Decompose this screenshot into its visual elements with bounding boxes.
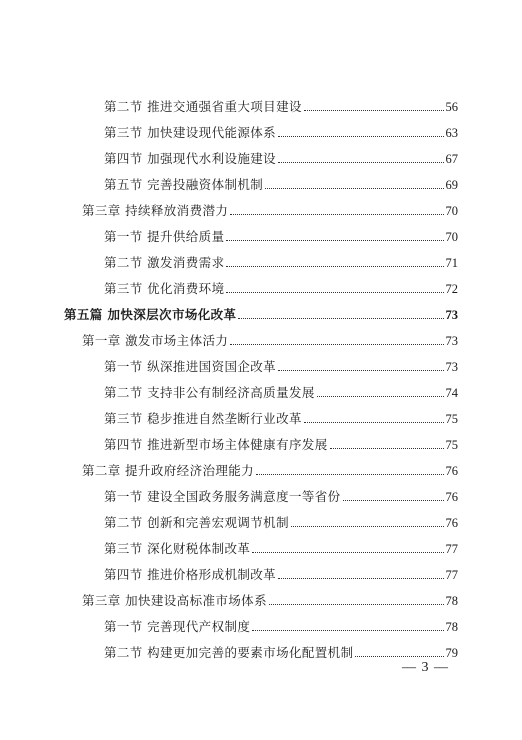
toc-entry-page: 74 — [445, 386, 458, 400]
toc-entry — [0, 198, 458, 218]
toc-entry-page: 78 — [445, 620, 458, 634]
toc-entry-page: 67 — [445, 152, 458, 166]
toc-dot-leader — [252, 552, 443, 553]
toc-entry-page: 79 — [445, 646, 458, 660]
toc-entry-title: 第二节 激发消费需求 — [104, 255, 225, 270]
page-number: — 3 — — [402, 660, 449, 675]
toc-entry — [0, 172, 458, 192]
toc-entry — [0, 588, 458, 608]
toc-entry-page: 75 — [445, 412, 458, 426]
toc-entry-title: 第三章 持续释放消费潜力 — [82, 203, 229, 218]
toc-entry — [0, 640, 458, 660]
toc-entry-title: 第一章 激发市场主体活力 — [82, 333, 229, 348]
toc-dot-leader — [278, 162, 443, 163]
toc-entry-page: 71 — [445, 256, 458, 270]
toc-entry-title: 第一节 提升供给质量 — [104, 229, 225, 244]
toc-entry-title: 第一节 纵深推进国资国企改革 — [104, 359, 277, 374]
toc-entry-title: 第五节 完善投融资体制机制 — [104, 177, 264, 192]
toc-entry-title: 第三节 深化财税体制改革 — [104, 541, 251, 556]
toc-entry — [0, 250, 458, 270]
toc-entry — [0, 536, 458, 556]
toc-entry-title: 第二节 构建更加完善的要素市场化配置机制 — [104, 645, 354, 660]
toc-entry-part — [0, 302, 458, 322]
toc-dot-leader — [317, 396, 444, 397]
toc-dot-leader — [278, 578, 443, 579]
toc-entry-page: 78 — [445, 594, 458, 608]
toc-dot-leader — [269, 604, 444, 605]
toc-entry-page: 56 — [445, 100, 458, 114]
toc-dot-leader — [226, 292, 443, 293]
toc-entry — [0, 146, 458, 166]
toc-dot-leader — [304, 110, 444, 111]
toc-entry-page: 70 — [445, 204, 458, 218]
toc-dot-leader — [226, 240, 443, 241]
toc-entry — [0, 458, 458, 478]
toc-entry-title: 第三章 加快建设高标准市场体系 — [82, 593, 267, 608]
toc-entry-page: 73 — [445, 308, 458, 322]
toc-entry-title: 第一节 建设全国政务服务满意度一等省份 — [104, 489, 341, 504]
toc-dot-leader — [304, 422, 444, 423]
toc-entry — [0, 380, 458, 400]
toc-dot-leader — [252, 630, 443, 631]
toc-entry — [0, 432, 458, 452]
toc-entry — [0, 406, 458, 426]
toc-dot-leader — [226, 266, 443, 267]
toc-entry-title: 第四节 推进新型市场主体健康有序发展 — [104, 437, 328, 452]
toc-entry — [0, 614, 458, 634]
toc-entry — [0, 224, 458, 244]
toc-dot-leader — [343, 500, 444, 501]
toc-entry-title: 第四节 推进价格形成机制改革 — [104, 567, 277, 582]
toc-entry-page: 75 — [445, 438, 458, 452]
toc-dot-leader — [291, 526, 444, 527]
toc-entry-title: 第三节 稳步推进自然垄断行业改革 — [104, 411, 302, 426]
toc-dot-leader — [355, 656, 443, 657]
toc-entry-page: 76 — [445, 490, 458, 504]
toc-entry-page: 77 — [445, 542, 458, 556]
toc-entry — [0, 562, 458, 582]
toc-entry-page: 73 — [445, 334, 458, 348]
toc-entry-title: 第二节 支持非公有制经济高质量发展 — [104, 385, 315, 400]
toc-entry-page: 77 — [445, 568, 458, 582]
toc-entry — [0, 120, 458, 140]
toc-entry — [0, 484, 458, 504]
toc-entry — [0, 510, 458, 530]
toc-entry-page: 76 — [445, 516, 458, 530]
toc-entry-page: 72 — [445, 282, 458, 296]
toc-dot-leader — [256, 474, 443, 475]
toc-entry-title: 第五篇 加快深层次市场化改革 — [64, 307, 237, 322]
toc-entry-title: 第四节 加强现代水利设施建设 — [104, 151, 277, 166]
toc-entry-title: 第二章 提升政府经济治理能力 — [82, 463, 255, 478]
toc-entry-page: 76 — [445, 464, 458, 478]
toc-entry-title: 第一节 完善现代产权制度 — [104, 619, 251, 634]
toc-entry — [0, 328, 458, 348]
toc-entry — [0, 354, 458, 374]
toc-dot-leader — [330, 448, 444, 449]
toc-dot-leader — [278, 136, 443, 137]
toc-entry-page: 70 — [445, 230, 458, 244]
toc-dot-leader — [230, 214, 443, 215]
toc-dot-leader — [265, 188, 443, 189]
toc-entry-page: 63 — [445, 126, 458, 140]
toc-entry — [0, 94, 458, 114]
toc-dot-leader — [238, 318, 443, 319]
toc-entry-title: 第二节 创新和完善宏观调节机制 — [104, 515, 289, 530]
toc-entry-title: 第三节 加快建设现代能源体系 — [104, 125, 277, 140]
toc-dot-leader — [278, 370, 443, 371]
toc-entry-title: 第二节 推进交通强省重大项目建设 — [104, 99, 302, 114]
toc-entry-title: 第三节 优化消费环境 — [104, 281, 225, 296]
toc-dot-leader — [230, 344, 443, 345]
toc-entry-page: 69 — [445, 178, 458, 192]
toc-entry-page: 73 — [445, 360, 458, 374]
toc-entry — [0, 276, 458, 296]
